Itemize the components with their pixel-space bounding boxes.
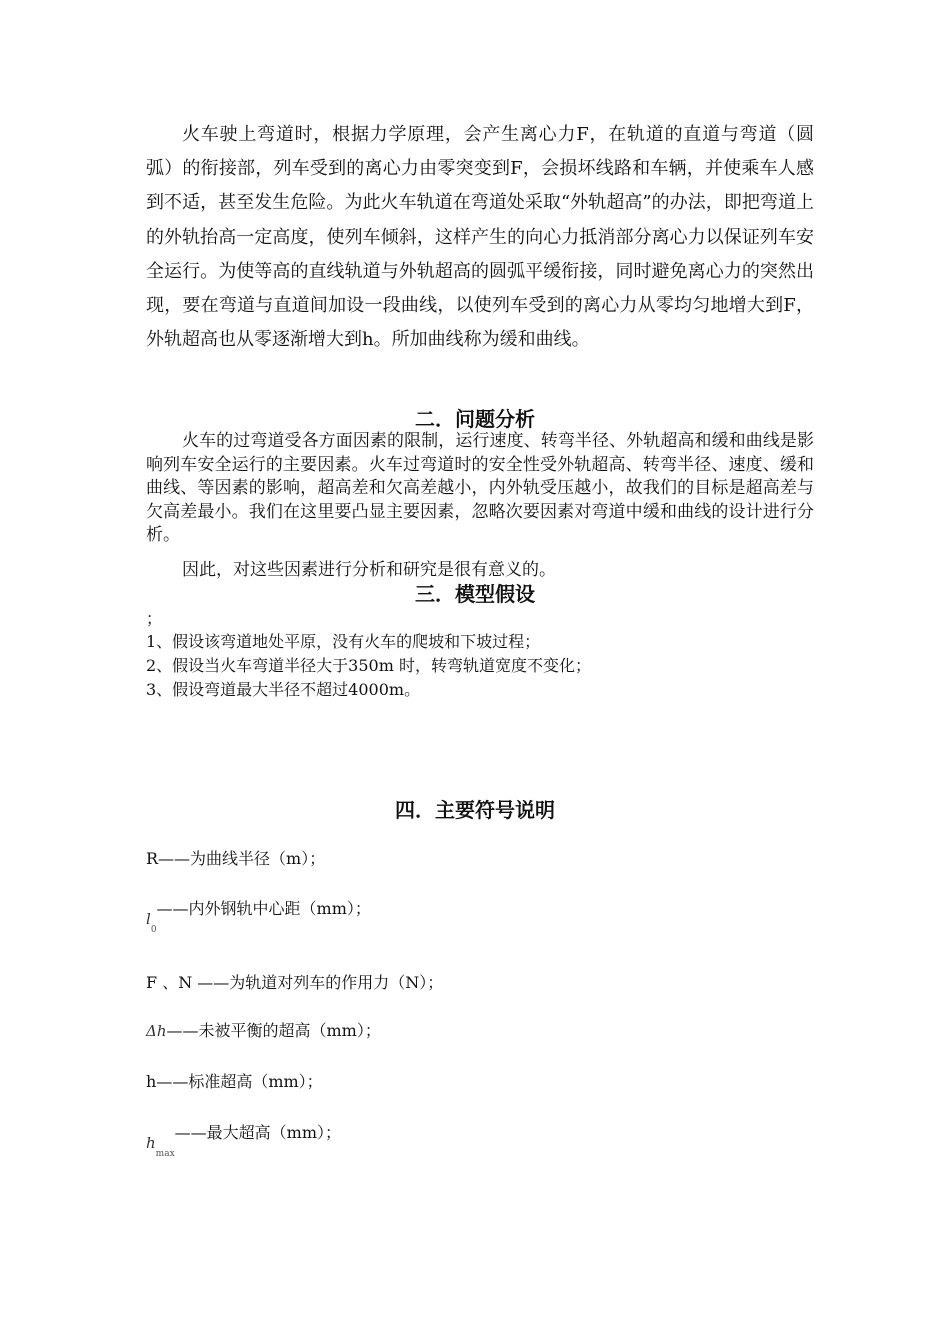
symbol-desc: ——为曲线半径（m）； <box>158 849 326 868</box>
symbol-subscript: max <box>155 1149 175 1159</box>
assumptions-lead-mark: ； <box>146 609 163 628</box>
assumption-item: 2、假设当火车弯道半径大于350m 时，转弯轨道宽度不变化； <box>146 656 591 675</box>
symbol-name: h <box>146 1134 156 1152</box>
symbol-desc: ——内外钢轨中心距（mm）； <box>156 899 371 918</box>
analysis-conclusion: 因此，对这些因素进行分析和研究是很有意义的。 <box>182 560 556 580</box>
intro-paragraph: 火车驶上弯道时，根据力学原理，会产生离心力F，在轨道的直道与弯道（圆弧）的衔接部，列车受到的离心力由零突变到F，会损坏线路和车辆，并使乘车人感到不适，甚至发生危险。为此火车轨道在弯道处采取“外轨超高”的办法，即把弯道上的外轨抬高一定高度，使列车倾斜，这样产生的向心力抵消部分离心力以保证列车安全运行。为使等高的直线轨道与外轨超高的圆弧平缓衔接，同时避免离心力的突然出现，要在弯道与直道间加设一段曲线，以使列车受到的离心力从零均匀地增大到F，外轨超高也从零逐渐增大到h。所加曲线称为缓和曲线。 <box>146 124 814 351</box>
symbol-row-max-superelevation <box>146 1122 342 1159</box>
analysis-paragraph: 火车的过弯道受各方面因素的限制，运行速度、转弯半径、外轨超高和缓和曲线是影响列车安全运行的主要因素。火车过弯道时的安全性受外轨超高、转弯半径、速度、缓和曲线、等因素的影响，超高差和欠高差越小，内外轨受压越小，故我们的目标是超高差与欠高差最小。我们在这里要凸显主要因素，忽略次要因素对弯道中缓和曲线的设计进行分析。 <box>146 431 814 546</box>
symbol-name: F 、N <box>146 973 198 992</box>
symbol-row-rail-distance <box>146 898 371 935</box>
symbol-subscript: 0 <box>150 925 157 935</box>
symbol-desc: ——最大超高（mm）； <box>174 1123 342 1142</box>
symbol-row-unbalanced-superelevation <box>146 1020 381 1042</box>
symbol-row-standard-superelevation <box>146 1071 323 1093</box>
symbol-name: R <box>146 849 159 868</box>
symbol-name: h <box>146 1072 157 1091</box>
symbol-desc: ——标准超高（mm）； <box>156 1072 323 1091</box>
symbol-row-radius <box>146 848 325 870</box>
symbol-row-forces <box>146 972 443 994</box>
symbol-name: Δh <box>146 1022 167 1040</box>
assumption-item: 1、假设该弯道地处平原，没有火车的爬坡和下坡过程； <box>146 632 541 651</box>
section-title-model-assumptions: 三．模型假设 <box>415 582 535 606</box>
section-title-symbols: 四．主要符号说明 <box>395 798 555 822</box>
symbol-desc: ——未被平衡的超高（mm）； <box>166 1021 381 1040</box>
symbol-name: l <box>146 910 151 928</box>
symbol-desc: ——为轨道对列车的作用力（N）； <box>197 973 444 992</box>
assumption-item: 3、假设弯道最大半径不超过4000m。 <box>146 680 421 699</box>
section-title-problem-analysis: 二．问题分析 <box>415 407 535 431</box>
